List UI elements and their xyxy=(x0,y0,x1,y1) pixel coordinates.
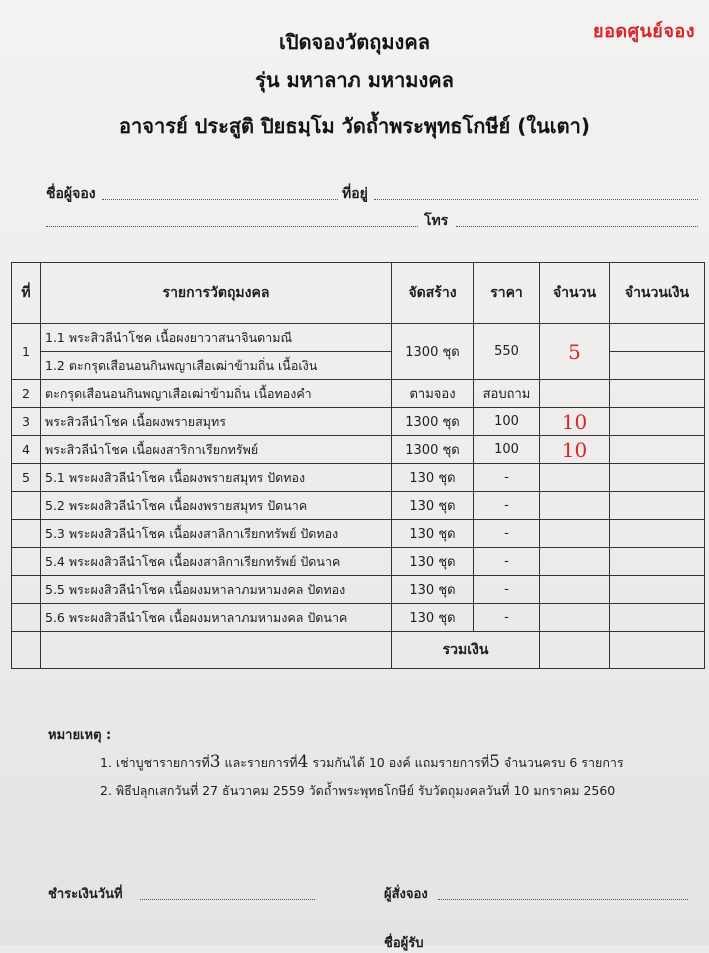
quantity-value: 5 xyxy=(568,339,581,364)
row-made: 130 ชุด xyxy=(392,520,474,548)
row-item: 5.2 พระผงสิวลีนำโชค เนื้อผงพรายสมุทร ปัดนาค xyxy=(41,492,392,520)
row-no xyxy=(12,604,41,632)
name-field[interactable] xyxy=(102,199,338,200)
row-made: 130 ชุด xyxy=(392,604,474,632)
form-subtitle-edition: รุ่น มหาลาภ มหามงคล xyxy=(255,68,454,92)
table-header-row xyxy=(12,263,705,324)
address-field[interactable] xyxy=(374,199,698,200)
quantity-value: 10 xyxy=(561,409,588,434)
row-item: 5.1 พระผงสิวลีนำโชค เนื้อผงพรายสมุทร ปัดทอง xyxy=(41,464,392,492)
row-amount[interactable] xyxy=(610,464,705,492)
phone-field[interactable] xyxy=(456,226,698,227)
row-no xyxy=(12,576,41,604)
total-blank xyxy=(41,632,392,669)
row-quantity[interactable] xyxy=(540,436,610,464)
payment-date-field[interactable] xyxy=(140,899,315,900)
row-item: 1.1 พระสิวลีนำโชค เนื้อผงยาวาสนาจินดามณี xyxy=(41,324,392,352)
row-no xyxy=(12,548,41,576)
form-title: เปิดจองวัตถุมงคล xyxy=(279,30,430,54)
row-price: - xyxy=(474,464,540,492)
total-row xyxy=(12,632,705,669)
row-quantity[interactable] xyxy=(540,576,610,604)
row-price: - xyxy=(474,492,540,520)
row-amount[interactable] xyxy=(610,436,705,464)
header-quantity: จำนวน xyxy=(540,263,610,324)
total-blank xyxy=(12,632,41,669)
row-quantity[interactable] xyxy=(540,464,610,492)
row-amount[interactable] xyxy=(610,604,705,632)
row-amount[interactable] xyxy=(610,520,705,548)
row-made: 1300 ชุด xyxy=(392,324,474,380)
total-quantity[interactable] xyxy=(540,632,610,669)
row-quantity[interactable] xyxy=(540,604,610,632)
row-no xyxy=(12,492,41,520)
row-made: 1300 ชุด xyxy=(392,408,474,436)
header-item: รายการวัตถุมงคล xyxy=(41,263,392,324)
note-1-text-c: รวมกันได้ 10 องค์ แถมรายการที่ xyxy=(308,755,490,770)
quantity-value: 10 xyxy=(561,437,588,462)
table-row xyxy=(12,436,705,464)
header-no: ที่ xyxy=(12,263,41,324)
row-price: - xyxy=(474,548,540,576)
row-item: พระสิวลีนำโชค เนื้อผงสาริกาเรียกทรัพย์ xyxy=(41,436,392,464)
address-field-line2[interactable] xyxy=(46,226,418,227)
payment-date-label: ชำระเงินวันที่ xyxy=(48,887,123,902)
row-price: 550 xyxy=(474,324,540,380)
table-row xyxy=(12,576,705,604)
orderer-field[interactable] xyxy=(438,899,688,900)
row-no: 3 xyxy=(12,408,41,436)
row-item: พระสิวลีนำโชค เนื้อผงพรายสมุทร xyxy=(41,408,392,436)
row-made: 1300 ชุด xyxy=(392,436,474,464)
note-1 xyxy=(100,752,624,773)
row-amount[interactable] xyxy=(610,380,705,408)
note-1-item-4: 4 xyxy=(297,752,309,772)
row-amount[interactable] xyxy=(610,548,705,576)
note-1-item-3: 3 xyxy=(209,752,221,772)
table-row xyxy=(12,492,705,520)
row-amount[interactable] xyxy=(610,324,705,352)
form-subtitle-temple: อาจารย์ ประสูติ ปิยธมฺโม วัดถ้ำพระพุทธโกษีย์ (ในเตา) xyxy=(119,114,590,138)
row-price: - xyxy=(474,520,540,548)
total-label: รวมเงิน xyxy=(392,632,540,669)
note-1-item-5: 5 xyxy=(489,752,500,772)
row-item: 1.2 ตะกรุดเสือนอนกินพญาเสือเฒ่าข้ามถิ่น เนื้อเงิน xyxy=(41,352,392,380)
reservation-total-stamp: ยอดศูนย์จอง xyxy=(593,21,695,42)
table-row xyxy=(12,464,705,492)
row-amount[interactable] xyxy=(610,576,705,604)
row-item: 5.3 พระผงสิวลีนำโชค เนื้อผงสาลิกาเรียกทรัพย์ ปัดทอง xyxy=(41,520,392,548)
row-no xyxy=(12,520,41,548)
row-price: 100 xyxy=(474,436,540,464)
row-quantity[interactable] xyxy=(540,548,610,576)
row-no: 2 xyxy=(12,380,41,408)
table-row xyxy=(12,324,705,352)
name-label: ชื่อผู้จอง xyxy=(46,186,96,202)
address-label: ที่อยู่ xyxy=(342,186,368,202)
orderer-label: ผู้สั่งจอง xyxy=(384,887,428,902)
table-row xyxy=(12,408,705,436)
note-2: 2. พิธีปลุกเสกวันที่ 27 ธันวาคม 2559 วัดถ้ำพระพุทธโกษีย์ รับวัตถุมงคลวันที่ 10 มกราคม 2560 xyxy=(100,783,616,798)
note-1-text-d: จำนวนครบ 6 รายการ xyxy=(499,755,624,770)
row-made: ตามจอง xyxy=(392,380,474,408)
row-price: สอบถาม xyxy=(474,380,540,408)
phone-label: โทร xyxy=(424,213,449,229)
row-amount[interactable] xyxy=(610,352,705,380)
row-no: 4 xyxy=(12,436,41,464)
items-table xyxy=(11,262,705,669)
row-quantity[interactable] xyxy=(540,324,610,380)
note-1-text-a: 1. เช่าบูชารายการที่ xyxy=(100,755,210,770)
header-amount: จำนวนเงิน xyxy=(610,263,705,324)
row-quantity[interactable] xyxy=(540,380,610,408)
notes-heading: หมายเหตุ : xyxy=(48,728,112,743)
header-price: ราคา xyxy=(474,263,540,324)
row-no: 5 xyxy=(12,464,41,492)
row-quantity[interactable] xyxy=(540,408,610,436)
row-made: 130 ชุด xyxy=(392,464,474,492)
row-no: 1 xyxy=(12,324,41,380)
row-item: 5.4 พระผงสิวลีนำโชค เนื้อผงสาลิกาเรียกทรัพย์ ปัดนาค xyxy=(41,548,392,576)
table-row xyxy=(12,604,705,632)
row-made: 130 ชุด xyxy=(392,548,474,576)
table-row xyxy=(12,548,705,576)
recipient-label: ชื่อผู้รับ xyxy=(384,936,424,951)
table-row xyxy=(12,380,705,408)
row-price: - xyxy=(474,576,540,604)
row-amount[interactable] xyxy=(610,492,705,520)
total-amount[interactable] xyxy=(610,632,705,669)
row-price: 100 xyxy=(474,408,540,436)
table-row xyxy=(12,520,705,548)
row-made: 130 ชุด xyxy=(392,576,474,604)
row-price: - xyxy=(474,604,540,632)
row-made: 130 ชุด xyxy=(392,492,474,520)
row-amount[interactable] xyxy=(610,408,705,436)
header-made: จัดสร้าง xyxy=(392,263,474,324)
row-item: 5.5 พระผงสิวลีนำโชค เนื้อผงมหาลาภมหามงคล ปัดทอง xyxy=(41,576,392,604)
note-1-text-b: และรายการที่ xyxy=(220,755,298,770)
row-quantity[interactable] xyxy=(540,492,610,520)
row-quantity[interactable] xyxy=(540,520,610,548)
row-item: ตะกรุดเสือนอนกินพญาเสือเฒ่าข้ามถิ่น เนื้อทองคำ xyxy=(41,380,392,408)
row-item: 5.6 พระผงสิวลีนำโชค เนื้อผงมหาลาภมหามงคล ปัดนาค xyxy=(41,604,392,632)
